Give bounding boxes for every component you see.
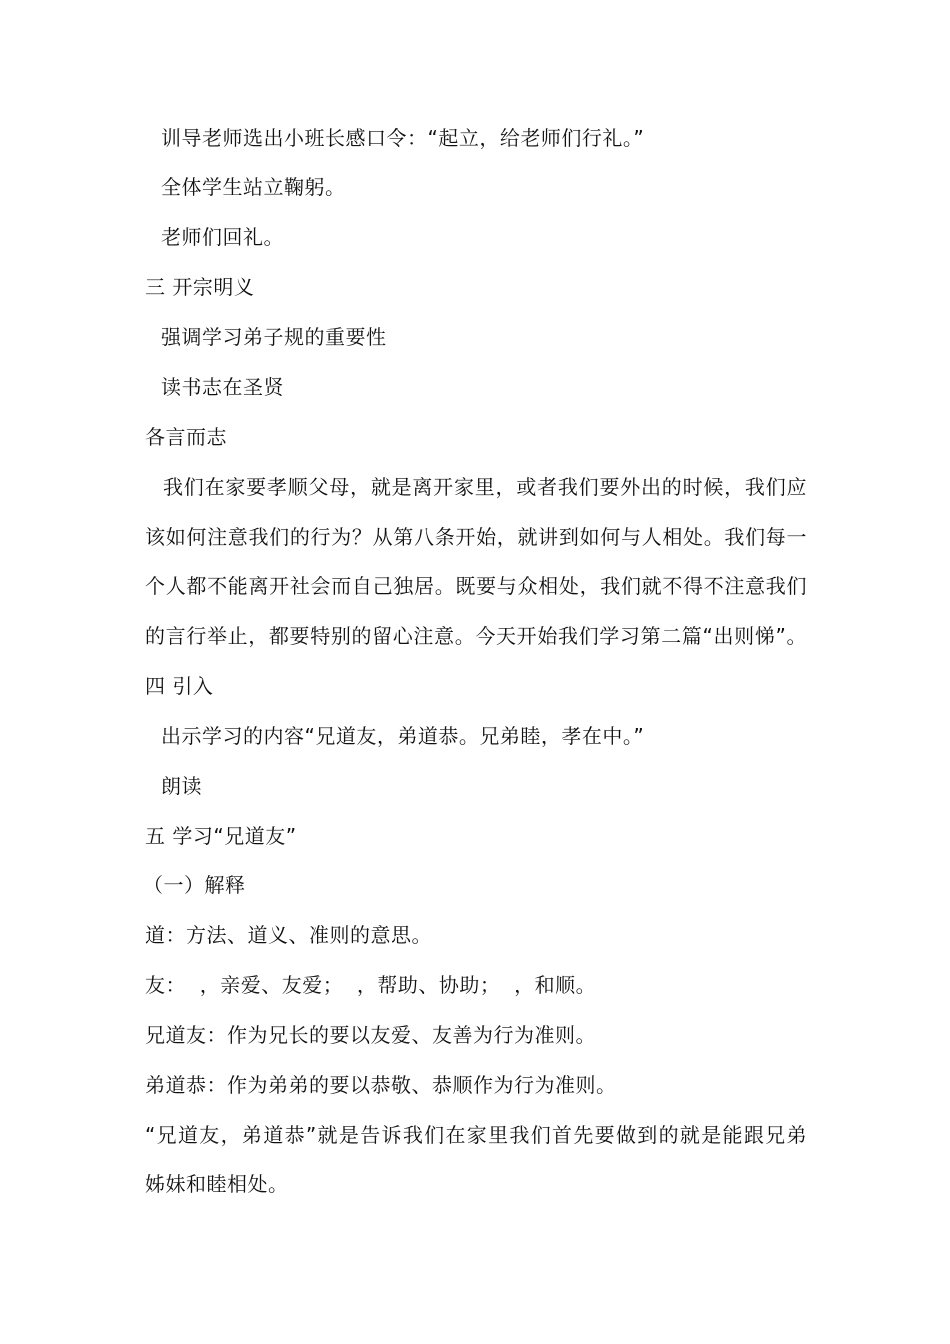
definition-you: 友： ，亲爱、友爱； ，帮助、协助； ，和顺。 (145, 973, 597, 997)
section-heading-5: 五 学习“兄道友” (145, 824, 297, 848)
text-line-read-books: 读书志在圣贤 (161, 375, 284, 399)
subsection-heading-explain: （一）解释 (143, 873, 246, 897)
text-line-speak-mind: 各言而志 (145, 425, 227, 449)
definition-xiongdaoyou: 兄道友：作为兄长的要以友爱、友善为行为准则。 (145, 1023, 596, 1047)
text-line-teachers-return: 老师们回礼。 (161, 225, 284, 249)
definition-dao: 道：方法、道义、准则的意思。 (145, 923, 432, 947)
paragraph-line-1: 我们在家要孝顺父母，就是离开家里，或者我们要外出的时候，我们应 (163, 475, 807, 499)
text-line-show-content: 出示学习的内容“兄道友，弟道恭。兄弟睦，孝在中。” (161, 724, 645, 748)
paragraph-line-2: 该如何注意我们的行为？从第八条开始，就讲到如何与人相处。我们每一 (145, 525, 807, 549)
definition-didaogong: 弟道恭：作为弟弟的要以恭敬、恭顺作为行为准则。 (145, 1073, 617, 1097)
summary-line-2: 姊妹和睦相处。 (145, 1172, 289, 1196)
text-line-monitor-command: 训导老师选出小班长感口令：“起立，给老师们行礼。” (161, 126, 645, 150)
section-heading-4: 四 引入 (145, 674, 214, 698)
section-heading-3: 三 开宗明义 (145, 275, 255, 299)
summary-line-1: “兄道友，弟道恭”就是告诉我们在家里我们首先要做到的就是能跟兄弟 (145, 1123, 807, 1147)
paragraph-line-4: 的言行举止，都要特别的留心注意。今天开始我们学习第二篇“出则悌”。 (145, 624, 807, 648)
text-line-read-aloud: 朗读 (161, 774, 202, 798)
text-line-importance: 强调学习弟子规的重要性 (161, 325, 387, 349)
paragraph-line-3: 个人都不能离开社会而自己独居。既要与众相处，我们就不得不注意我们 (145, 574, 807, 598)
text-line-students-bow: 全体学生站立鞠躬。 (161, 175, 346, 199)
